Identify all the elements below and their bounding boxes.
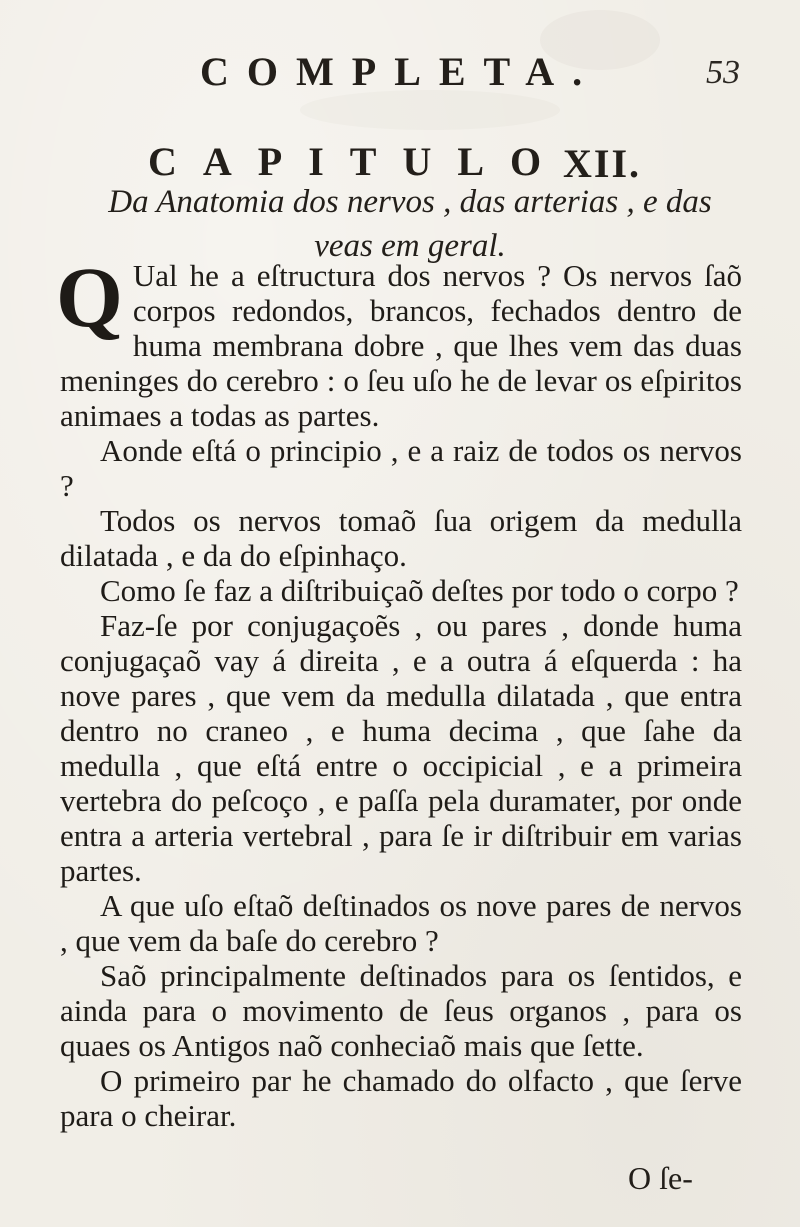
paragraph: Aonde eſtá o principio , e a raiz de todos os nervos ?: [60, 433, 742, 503]
paragraph: Como ſe faz a diſtribuiçaõ deſtes por todo o corpo ?: [100, 573, 739, 608]
running-head: COMPLETA.: [200, 49, 601, 94]
chapter-subtitle: Da Anatomia dos nervos , das arterias , e das veas em geral.: [108, 184, 712, 264]
paragraph-text: Ual he a eſtructura dos nervos ? Os nervos ſaõ corpos redondos, brancos, fechados dentro de huma membrana dobre , que lhes vem das duas meninges do cerebro : o ſeu uſo he de levar os eſpiritos animaes a todas as partes.: [60, 258, 742, 433]
paragraph: [56, 249, 742, 433]
paragraph: Saõ principalmente deſtinados para os ſentidos, e ainda para o movimento de ſeus organos , para os quaes os Antigos naõ conheciaõ mais que ſette.: [60, 958, 742, 1063]
body-text: [56, 249, 742, 1133]
paragraph: O primeiro par he chamado do olfacto , que ſerve para o cheirar.: [60, 1063, 742, 1133]
catchword: O ſe-: [628, 1160, 693, 1196]
chapter-number: XII.: [563, 141, 642, 186]
paper-stain: [300, 90, 560, 130]
drop-capital: Q: [56, 249, 123, 345]
paragraph: Todos os nervos tomaõ ſua origem da medulla dilatada , e da do eſpinhaço.: [60, 503, 742, 573]
paragraph: A que uſo eſtaõ deſtinados os nove pares de nervos , que vem da baſe do cerebro ?: [60, 888, 742, 958]
page-number: 53: [706, 54, 740, 91]
paragraph: Faz-ſe por conjugaçoẽs , ou pares , donde huma conjugaçaõ vay á direita , e a outra á eſquerda : ha nove pares , que vem da medulla dilatada , que entra dentro no craneo , e huma decima , que ſahe da medulla , que eſtá entre o occipicial , e a primeira vertebra do peſcoço , e paſſa pela duramater, por onde entra a arteria vertebral , para ſe ir diſtribuir em varias partes.: [60, 608, 742, 888]
chapter-title: CAPITULO: [148, 139, 568, 184]
